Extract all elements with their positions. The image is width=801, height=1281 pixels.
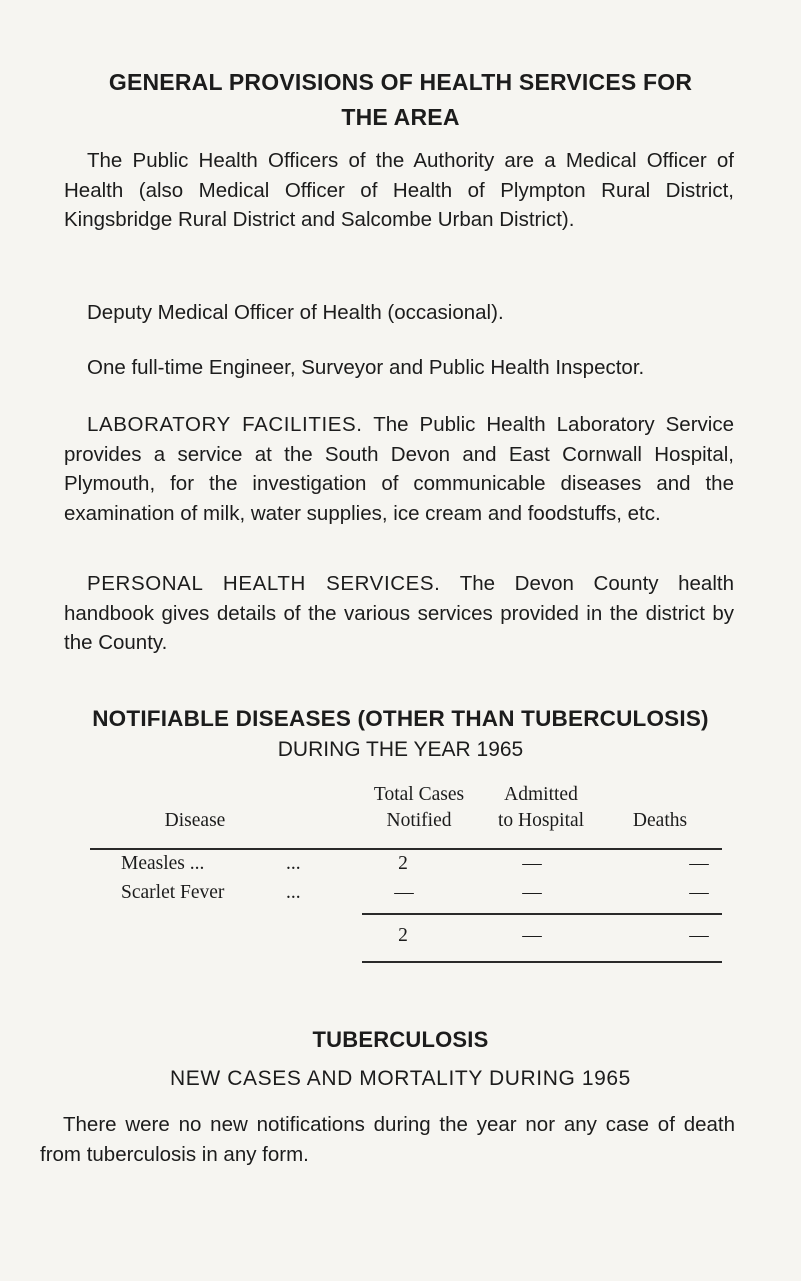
row-admitted: — — [522, 853, 542, 874]
personal-health-services-body: The Devon County health handbook gives details of the various services provided in the district by the County. — [64, 572, 734, 655]
column-header-disease: Disease — [164, 810, 226, 831]
total-deaths: — — [689, 925, 709, 946]
title-line-2: THE AREA — [341, 104, 460, 130]
row-dots: ... — [286, 853, 301, 874]
total-bottom-rule — [362, 961, 722, 963]
paragraph-public-health-officers: The Public Health Officers of the Authority are a Medical Officer of Health (also Medical Officer of Health of Plympton Rural District, Kingsbridge Rural District and Salcombe Urban District). — [64, 149, 734, 232]
paragraph-deputy-medical-officer: Deputy Medical Officer of Health (occasional). — [87, 301, 504, 324]
row-cases: — — [394, 882, 414, 903]
row-admitted: — — [522, 882, 542, 903]
row-deaths: — — [689, 882, 709, 903]
admitted-line-1: Admitted — [504, 784, 578, 805]
paragraph-tuberculosis: There were no new notifications during the year nor any case of death from tuberculosis in any form. — [40, 1113, 735, 1166]
column-header-deaths: Deaths — [632, 810, 688, 831]
title-line-1: GENERAL PROVISIONS OF HEALTH SERVICES FOR — [108, 69, 693, 95]
section-title-notifiable-diseases: NOTIFIABLE DISEASES (OTHER THAN TUBERCULOSIS) — [92, 706, 709, 731]
column-header-admitted — [476, 782, 606, 834]
row-cases: 2 — [398, 853, 408, 874]
section-title-tuberculosis: TUBERCULOSIS — [312, 1027, 489, 1052]
row-disease-measles: Measles ... — [121, 853, 205, 874]
laboratory-facilities-body: The Public Health Laboratory Service provides a service at the South Devon and East Cornwall Hospital, Plymouth, for the investigation of communicable diseases and the examination of milk, water supplies, ice cream and foodstuffs, etc. — [64, 413, 734, 525]
admitted-line-2: to Hospital — [497, 810, 585, 831]
total-cases: 2 — [398, 925, 408, 946]
row-dots: ... — [286, 882, 301, 903]
row-deaths: — — [689, 853, 709, 874]
total-top-rule — [362, 913, 722, 915]
total-admitted: — — [522, 925, 542, 946]
personal-health-services-lead: PERSONAL HEALTH SERVICES. — [87, 572, 441, 595]
row-disease-scarlet-fever: Scarlet Fever — [121, 882, 225, 903]
header-rule — [90, 848, 722, 850]
subtitle-during-year: DURING THE YEAR 1965 — [277, 738, 524, 761]
paragraph-full-time-engineer: One full-time Engineer, Surveyor and Public Health Inspector. — [87, 356, 645, 379]
column-header-total-cases — [356, 782, 482, 834]
laboratory-facilities-lead: LABORATORY FACILITIES. — [87, 413, 363, 436]
subtitle-new-cases-mortality: NEW CASES AND MORTALITY DURING 1965 — [170, 1067, 631, 1090]
total-cases-line-1: Total Cases — [373, 784, 465, 805]
total-cases-line-2: Notified — [386, 810, 452, 831]
